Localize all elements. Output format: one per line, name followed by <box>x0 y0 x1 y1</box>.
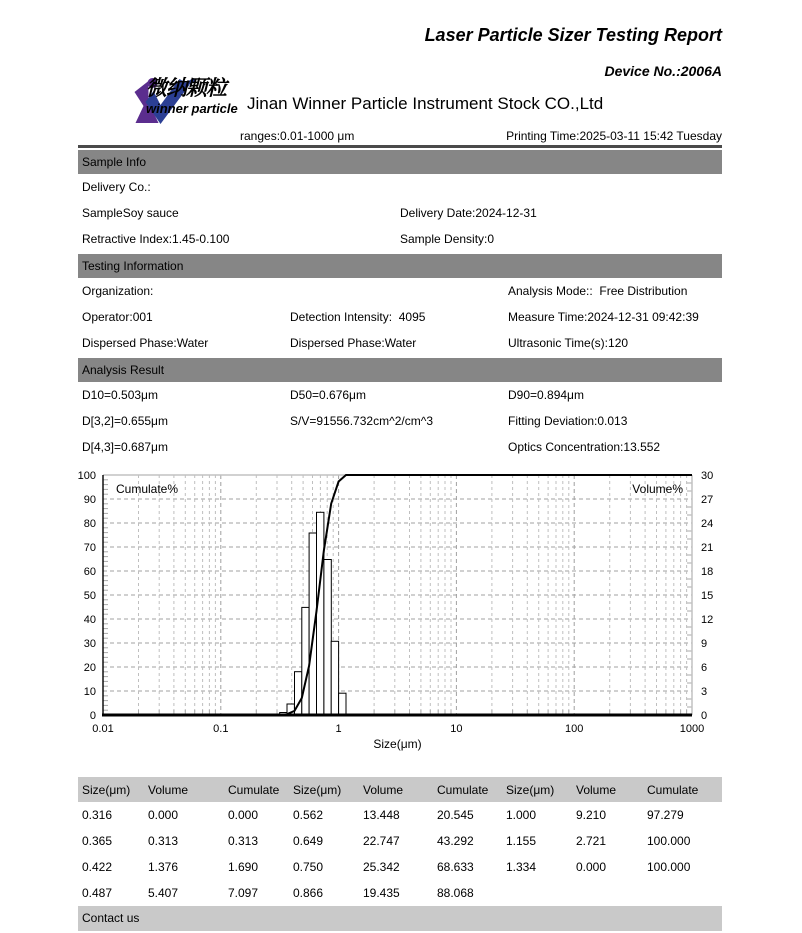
table-cell: 0.000 <box>576 860 607 874</box>
table-body <box>78 802 722 906</box>
table-cell <box>572 880 643 906</box>
info-field: Fitting Deviation:0.013 <box>508 414 628 428</box>
testing-information-rows <box>78 284 722 362</box>
svg-text:1: 1 <box>335 723 342 735</box>
info-row <box>78 206 722 232</box>
svg-text:9: 9 <box>701 638 708 650</box>
svg-text:27: 27 <box>701 494 714 506</box>
svg-text:80: 80 <box>83 518 96 530</box>
svg-text:40: 40 <box>83 614 96 626</box>
table-cell: 0.649 <box>293 834 324 848</box>
svg-text:10: 10 <box>83 686 96 698</box>
table-cell: 1.000 <box>506 808 537 822</box>
info-field: Detection Intensity: 4095 <box>290 310 426 324</box>
table-cell: 0.422 <box>82 860 113 874</box>
svg-text:30: 30 <box>701 470 714 482</box>
info-field: D10=0.503μm <box>82 388 158 402</box>
logo-english-name: winner particle <box>146 101 238 116</box>
svg-text:60: 60 <box>83 566 96 578</box>
info-row <box>78 388 722 414</box>
table-cell: 0.313 <box>148 834 179 848</box>
table-cell: 43.292 <box>437 834 474 848</box>
svg-text:Cumulate%: Cumulate% <box>116 482 179 496</box>
svg-text:70: 70 <box>83 542 96 554</box>
table-cell: 100.000 <box>647 834 691 848</box>
svg-text:50: 50 <box>83 590 96 602</box>
table-cell: 1.155 <box>506 834 537 848</box>
table-cell: 0.487 <box>82 886 113 900</box>
table-cell: 2.721 <box>576 834 607 848</box>
info-field: Ultrasonic Time(s):120 <box>508 336 629 350</box>
table-row <box>78 828 722 854</box>
analysis-result-rows <box>78 388 722 466</box>
table-header-cell: Cumulate <box>433 777 502 802</box>
svg-text:15: 15 <box>701 590 714 602</box>
info-field: D[3,2]=0.655μm <box>82 414 168 428</box>
info-row <box>78 180 722 206</box>
table-header-cell: Size(μm) <box>289 777 359 802</box>
info-field: Dispersed Phase:Water <box>290 336 417 350</box>
svg-text:Volume%: Volume% <box>632 482 683 496</box>
result-table <box>78 777 722 906</box>
table-head <box>78 777 722 802</box>
svg-text:21: 21 <box>701 542 714 554</box>
company-name: Jinan Winner Particle Instrument Stock CO.,Ltd <box>247 94 604 113</box>
info-field: Delivery Date:2024-12-31 <box>400 206 537 220</box>
svg-text:90: 90 <box>83 494 96 506</box>
table-cell: 25.342 <box>363 860 400 874</box>
svg-text:3: 3 <box>701 686 708 698</box>
contact-us-bar: Contact us <box>78 906 722 931</box>
table-header-cell: Cumulate <box>643 777 722 802</box>
table-cell: 5.407 <box>148 886 179 900</box>
printing-time: Printing Time:2025-03-11 15:42 Tuesday <box>506 129 722 143</box>
info-field: Optics Concentration:13.552 <box>508 440 661 454</box>
table-cell: 0.316 <box>82 808 113 822</box>
svg-text:12: 12 <box>701 614 714 626</box>
info-field: Measure Time:2024-12-31 09:42:39 <box>508 310 699 324</box>
info-row <box>78 310 722 336</box>
table-cell: 19.435 <box>363 886 400 900</box>
table-row <box>78 854 722 880</box>
svg-text:0: 0 <box>701 710 708 722</box>
svg-text:20: 20 <box>83 662 96 674</box>
section-header-sample-info: Sample Info <box>78 150 722 174</box>
table-cell: 22.747 <box>363 834 400 848</box>
table-cell: 0.000 <box>148 808 179 822</box>
table-cell: 0.000 <box>228 808 259 822</box>
svg-text:10: 10 <box>450 723 463 735</box>
table-cell: 1.376 <box>148 860 179 874</box>
svg-text:Size(μm): Size(μm) <box>373 737 422 751</box>
info-field: Retractive Index:1.45-0.100 <box>82 232 230 246</box>
info-field: Operator:001 <box>82 310 153 324</box>
info-field: S/V=91556.732cm^2/cm^3 <box>290 414 434 428</box>
svg-text:30: 30 <box>83 638 96 650</box>
info-field: D90=0.894μm <box>508 388 584 402</box>
table-cell: 20.545 <box>437 808 474 822</box>
logo-chinese-name: 微纳颗粒 <box>146 77 226 100</box>
table-row <box>78 802 722 828</box>
table-cell: 88.068 <box>437 886 474 900</box>
svg-text:100: 100 <box>78 470 96 482</box>
table-header-cell: Size(μm) <box>502 777 572 802</box>
table-cell <box>643 880 722 906</box>
table-header-cell: Volume <box>359 777 433 802</box>
info-field: Analysis Mode:: Free Distribution <box>508 284 688 298</box>
info-row <box>78 414 722 440</box>
table-row <box>78 880 722 906</box>
table-cell: 0.562 <box>293 808 324 822</box>
svg-text:1000: 1000 <box>679 723 705 735</box>
svg-text:0: 0 <box>89 710 96 722</box>
table-cell: 100.000 <box>647 860 691 874</box>
section-header-testing-information: Testing Information <box>78 254 722 278</box>
svg-text:6: 6 <box>701 662 708 674</box>
table-cell <box>502 880 572 906</box>
svg-text:18: 18 <box>701 566 714 578</box>
distribution-chart <box>78 462 722 754</box>
table-cell: 1.690 <box>228 860 259 874</box>
table-header-cell: Volume <box>144 777 224 802</box>
table-cell: 68.633 <box>437 860 474 874</box>
info-field: D50=0.676μm <box>290 388 366 402</box>
device-number: Device No.:2006A <box>604 63 722 79</box>
info-field: SampleSoy sauce <box>82 206 179 220</box>
table-cell: 97.279 <box>647 808 684 822</box>
info-field: Dispersed Phase:Water <box>82 336 209 350</box>
table-header-cell: Cumulate <box>224 777 289 802</box>
report-title: Laser Particle Sizer Testing Report <box>424 25 722 45</box>
ranges-label: ranges:0.01-1000 μm <box>240 129 355 143</box>
svg-text:0.01: 0.01 <box>92 723 114 735</box>
table-cell: 0.365 <box>82 834 113 848</box>
info-row <box>78 284 722 310</box>
info-field: Sample Density:0 <box>400 232 495 246</box>
table-cell: 13.448 <box>363 808 400 822</box>
svg-text:24: 24 <box>701 518 714 530</box>
table-header-row <box>78 777 722 802</box>
table-cell: 0.313 <box>228 834 259 848</box>
table-cell: 1.334 <box>506 860 537 874</box>
info-field: Delivery Co.: <box>82 180 151 194</box>
sample-info-rows <box>78 180 722 258</box>
table-cell: 0.866 <box>293 886 324 900</box>
section-header-analysis-result: Analysis Result <box>78 358 722 382</box>
svg-text:0.1: 0.1 <box>213 723 229 735</box>
table-header-cell: Volume <box>572 777 643 802</box>
info-field: D[4,3]=0.687μm <box>82 440 168 454</box>
table-cell: 0.750 <box>293 860 324 874</box>
chart-svg <box>78 462 722 754</box>
info-field: Organization: <box>82 284 154 298</box>
table-cell: 9.210 <box>576 808 607 822</box>
table-header-cell: Size(μm) <box>78 777 144 802</box>
table-cell: 7.097 <box>228 886 259 900</box>
header-divider <box>78 145 722 148</box>
svg-text:100: 100 <box>565 723 584 735</box>
logo-text <box>146 76 256 115</box>
